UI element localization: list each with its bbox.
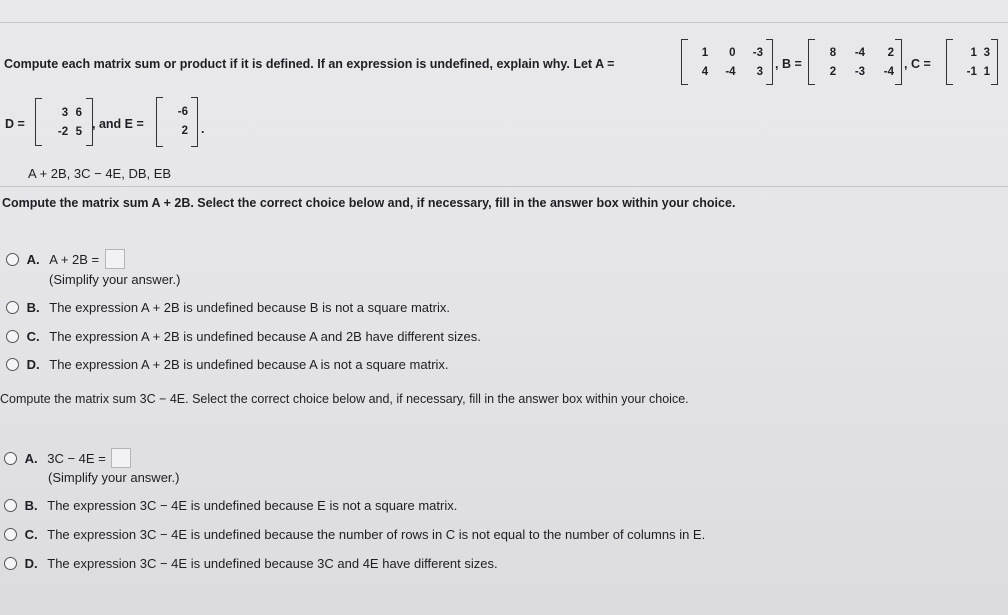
matrix-entry: 6: [75, 106, 82, 119]
matrix-entry: 3: [61, 106, 69, 119]
matrix-d: [35, 98, 93, 146]
matrix-entry: 1: [701, 46, 709, 59]
part2-prompt: Compute the matrix sum 3C − 4E. Select the correct choice below and, if necessary, fill in the answer box within your choice.: [0, 392, 689, 406]
part2-option-d[interactable]: [4, 556, 498, 571]
option-b-text: The expression A + 2B is undefined because B is not a square matrix.: [49, 300, 450, 315]
part2-option-c[interactable]: [4, 527, 705, 542]
radio-icon[interactable]: [4, 452, 17, 465]
matrix-entry: 5: [75, 125, 82, 138]
expressions-list: A + 2B, 3C − 4E, DB, EB: [28, 166, 172, 181]
label-d: D =: [5, 117, 25, 131]
matrix-e: [156, 97, 198, 147]
matrix-entry: 0: [729, 46, 736, 59]
option-letter: A.: [24, 451, 38, 466]
part2-option-a-hint: (Simplify your answer.): [48, 470, 180, 485]
part1-option-b[interactable]: [6, 300, 450, 315]
matrix-entry: 3: [983, 46, 990, 59]
matrix-entry: -4: [854, 46, 866, 59]
matrix-c: [946, 39, 998, 85]
option-letter: B.: [24, 498, 38, 513]
radio-icon[interactable]: [6, 301, 19, 314]
top-divider: [0, 22, 1008, 23]
radio-icon[interactable]: [4, 528, 17, 541]
matrix-entry: -3: [752, 46, 763, 59]
radio-icon[interactable]: [4, 499, 17, 512]
option-letter: C.: [26, 329, 40, 344]
option-letter: B.: [26, 300, 40, 315]
matrix-entry: 2: [181, 124, 188, 137]
matrix-entry: -4: [725, 65, 736, 78]
part2-option-a[interactable]: [4, 448, 131, 468]
part2-option-b[interactable]: [4, 498, 457, 513]
radio-icon[interactable]: [6, 253, 19, 266]
radio-icon[interactable]: [6, 330, 19, 343]
matrix-entry: 1: [970, 46, 977, 59]
problem-intro: Compute each matrix sum or product if it is defined. If an expression is undefined, explain why. Let A =: [4, 57, 615, 71]
option-letter: D.: [24, 556, 38, 571]
option-letter: C.: [24, 527, 38, 542]
matrix-entry: -3: [854, 65, 866, 78]
matrix-entry: 1: [983, 65, 990, 78]
option-c-text: The expression 3C − 4E is undefined because the number of rows in C is not equal to the number of columns in E.: [47, 527, 706, 542]
part1-option-a[interactable]: [6, 249, 125, 269]
label-c: , C =: [904, 57, 931, 71]
matrix-a: [681, 39, 773, 85]
option-d-text: The expression 3C − 4E is undefined because 3C and 4E have different sizes.: [47, 556, 498, 571]
matrix-b: [808, 39, 902, 85]
option-a-expression: 3C − 4E =: [47, 451, 106, 466]
radio-icon[interactable]: [4, 557, 17, 570]
matrix-entry: -2: [57, 125, 69, 138]
part1-option-c[interactable]: [6, 329, 481, 344]
matrix-entry: 4: [701, 65, 709, 78]
matrix-entry: -6: [177, 105, 188, 118]
option-letter: A.: [26, 252, 40, 267]
section-divider: [0, 186, 1008, 187]
period: .: [201, 122, 205, 136]
label-and-e: , and E =: [92, 117, 144, 131]
matrix-entry: -1: [966, 65, 977, 78]
part1-prompt: Compute the matrix sum A + 2B. Select the correct choice below and, if necessary, fill in the answer box within your choice.: [2, 196, 736, 210]
answer-input-box[interactable]: [111, 448, 131, 468]
answer-input-box[interactable]: [105, 249, 125, 269]
radio-icon[interactable]: [6, 358, 19, 371]
matrix-entry: 8: [829, 46, 837, 59]
option-a-expression: A + 2B =: [49, 252, 100, 267]
matrix-entry: 2: [887, 46, 894, 59]
matrix-entry: -4: [883, 65, 894, 78]
matrix-entry: 3: [756, 65, 763, 78]
option-d-text: The expression A + 2B is undefined because A is not a square matrix.: [49, 357, 449, 372]
part1-option-a-hint: (Simplify your answer.): [49, 272, 181, 287]
option-letter: D.: [26, 357, 40, 372]
part1-option-d[interactable]: [6, 357, 449, 372]
option-b-text: The expression 3C − 4E is undefined because E is not a square matrix.: [47, 498, 458, 513]
matrix-entry: 2: [829, 65, 837, 78]
label-b: , B =: [775, 57, 802, 71]
option-c-text: The expression A + 2B is undefined because A and 2B have different sizes.: [49, 329, 481, 344]
